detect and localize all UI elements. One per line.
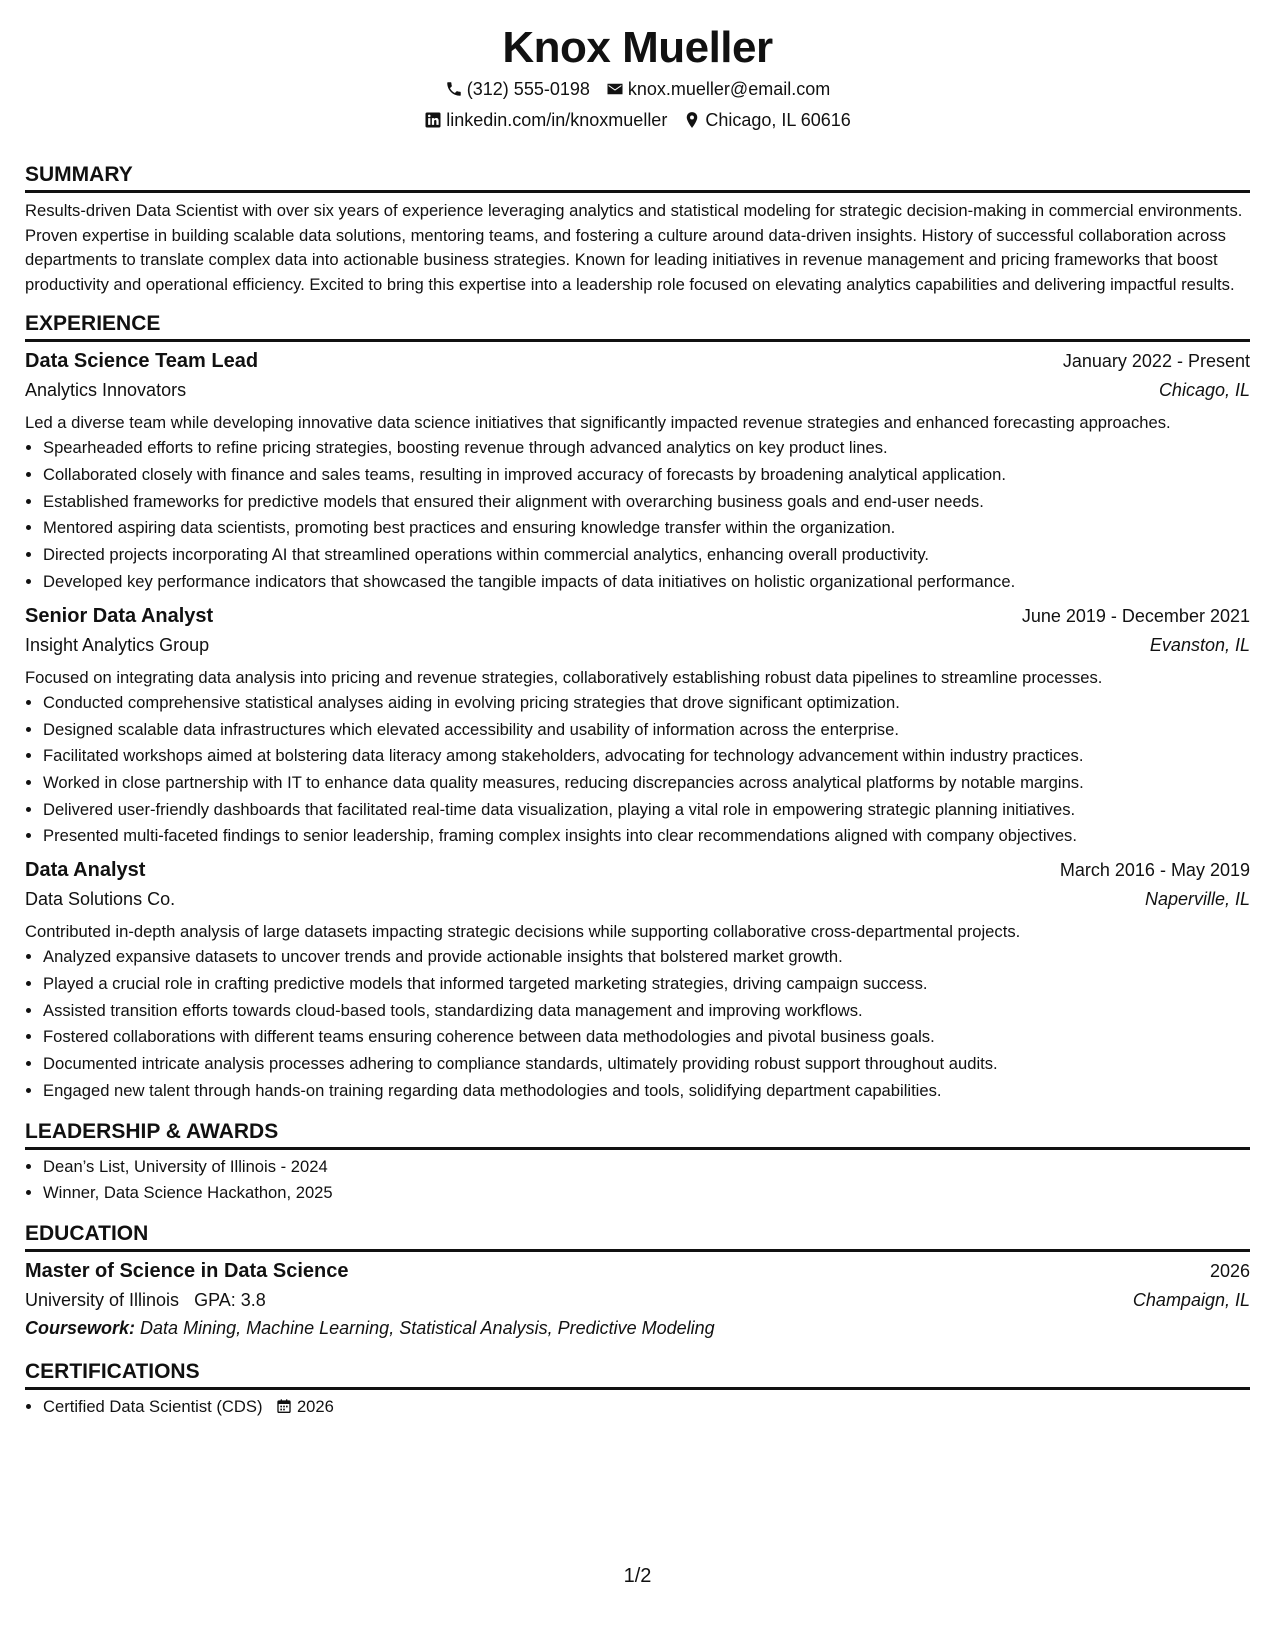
job-company: Insight Analytics Group: [25, 634, 210, 655]
list-item: • Played a crucial role in crafting predictive models that informed targeted marketing strategies, driving campaign success.: [43, 971, 1250, 998]
job-description: Led a diverse team while developing innovative data science initiatives that significantly impacted revenue strategies and enhanced forecasting approaches.: [25, 413, 1171, 432]
certifications-list: [25, 1394, 1250, 1421]
job-dates: January 2022 - Present: [1062, 351, 1250, 371]
degree-year: 2026: [1209, 1260, 1250, 1281]
school-info: [25, 1286, 266, 1314]
list-item: • Analyzed expansive datasets to uncover trends and provide actionable insights that bolstered market growth.: [43, 944, 1250, 971]
job-bullets: [25, 944, 1250, 1104]
list-item: • Designed scalable data infrastructures which elevated accessibility and usability of information across the enterprise.: [43, 717, 1250, 744]
cert-name: Certified Data Scientist (CDS): [43, 1396, 263, 1416]
calendar-icon: [276, 1398, 292, 1414]
list-item: • Directed projects incorporating AI that streamlined operations within commercial analytics, enhancing overall productivity.: [43, 542, 1250, 569]
job-entry: [25, 347, 1250, 596]
job-title: Data Analyst: [25, 859, 146, 882]
school-name: University of Illinois: [25, 1289, 180, 1310]
experience-heading: EXPERIENCE: [25, 311, 1250, 342]
job-location: Evanston, IL: [1149, 634, 1250, 655]
list-item: • Dean’s List, University of Illinois - 2024: [43, 1154, 1250, 1181]
job-dates: June 2019 - December 2021: [1021, 605, 1250, 626]
contact-phone: [445, 78, 590, 100]
job-description: Focused on integrating data analysis into pricing and revenue strategies, collaboratively establishing robust data pipelines to streamline processes.: [25, 667, 1103, 687]
contact-linkedin[interactable]: [424, 109, 667, 131]
list-item: • Developed key performance indicators that showcased the tangible impacts of data initiatives on holistic organizational performance.: [43, 569, 1250, 596]
certifications-heading: CERTIFICATIONS: [25, 1359, 1250, 1390]
education-section: [25, 1221, 1250, 1343]
gpa: GPA: 3.8: [194, 1289, 266, 1310]
job-bullets: [25, 435, 1250, 595]
coursework: [25, 1314, 1250, 1343]
education-header: [25, 1257, 1250, 1286]
list-item: • Worked in close partnership with IT to enhance data quality measures, reducing discrepancies across analytical platforms by notable margins.: [43, 770, 1250, 797]
education-subheader: [25, 1286, 1250, 1314]
phone-icon: [445, 80, 463, 98]
job-title: Senior Data Analyst: [25, 604, 214, 627]
contact-row-1: [25, 78, 1250, 100]
list-item: • Fostered collaborations with different teams ensuring coherence between data methodologies and pivotal business goals.: [43, 1024, 1250, 1051]
leadership-heading: LEADERSHIP & AWARDS: [25, 1119, 1250, 1150]
summary-section: [25, 162, 1250, 297]
coursework-label: Coursework:: [25, 1317, 136, 1338]
page-number: 1/2: [623, 1565, 652, 1587]
job-company: Analytics Innovators: [25, 380, 187, 400]
linkedin-text[interactable]: linkedin.com/in/knoxmueller: [446, 110, 668, 130]
cert-year: 2026: [296, 1396, 334, 1416]
school-location: Champaign, IL: [1132, 1289, 1250, 1310]
linkedin-icon: [424, 111, 442, 129]
list-item: • Established frameworks for predictive models that ensured their alignment with overarching business goals and end-user needs.: [43, 489, 1250, 516]
list-item: [43, 1394, 1250, 1421]
contact-row-2: [25, 109, 1250, 131]
list-item: • Presented multi-faceted findings to senior leadership, framing complex insights into clear recommendations aligned with company objectives.: [43, 823, 1250, 850]
job-title: Data Science Team Lead: [25, 350, 259, 372]
contact-location: [683, 109, 850, 131]
list-item: • Spearheaded efforts to refine pricing strategies, boosting revenue through advanced analytics on key product lines.: [43, 435, 1250, 462]
resume-content: [25, 0, 1250, 1421]
list-item: • Assisted transition efforts towards cloud-based tools, standardizing data management and improving workflows.: [43, 998, 1250, 1025]
experience-section: [25, 311, 1250, 1105]
location-text: Chicago, IL 60616: [705, 110, 851, 130]
job-subheader: [25, 631, 1250, 659]
job-location: Naperville, IL: [1144, 889, 1250, 910]
list-item: • Winner, Data Science Hackathon, 2025: [43, 1180, 1250, 1207]
list-item: • Mentored aspiring data scientists, promoting best practices and ensuring knowledge transfer within the organization.: [43, 515, 1250, 542]
job-bullets: [25, 690, 1250, 850]
job-subheader: [25, 376, 1250, 404]
list-item: • Facilitated workshops aimed at bolstering data literacy among stakeholders, advocating for technology advancement within industry practices.: [43, 743, 1250, 770]
candidate-name: Knox Mueller: [502, 23, 773, 72]
phone-text: (312) 555-0198: [466, 79, 590, 99]
map-pin-icon: [683, 111, 701, 129]
list-item: • Engaged new talent through hands-on training regarding data methodologies and tools, solidifying department capabilities.: [43, 1078, 1250, 1105]
summary-text: Results-driven Data Scientist with over six years of experience leveraging analytics and statistical modeling for strategic decision-making in commercial environments. Proven expertise in building scalable data solutions, mentoring teams, and fostering a culture around data-driven insights. History of successful collaboration across departments to translate complex data into actionable business strategies. Known for leading initiatives in revenue management and pricing frameworks that boost productivity and operational efficiency. Excited to bring this expertise into a leadership role focused on elevating analytics capabilities and delivering impactful results.: [25, 201, 1243, 294]
leadership-section: [25, 1119, 1250, 1207]
degree-name: Master of Science in Data Science: [25, 1259, 349, 1282]
coursework-list: Data Mining, Machine Learning, Statistical Analysis, Predictive Modeling: [140, 1317, 715, 1338]
email-text[interactable]: knox.mueller@email.com: [627, 79, 831, 99]
list-item: • Collaborated closely with finance and sales teams, resulting in improved accuracy of forecasts by broadening analytical application.: [43, 462, 1250, 489]
list-item: • Conducted comprehensive statistical analyses aiding in evolving pricing strategies that drove significant optimization.: [43, 690, 1250, 717]
envelope-icon: [606, 80, 624, 98]
list-item: • Documented intricate analysis processes adhering to compliance standards, ultimately providing robust support throughout audits.: [43, 1051, 1250, 1078]
certifications-section: [25, 1359, 1250, 1421]
job-description: Contributed in-depth analysis of large datasets impacting strategic decisions while supporting collaborative cross-departmental projects.: [25, 922, 1021, 942]
contact-email[interactable]: [606, 78, 830, 100]
leadership-list: [25, 1154, 1250, 1207]
education-heading: EDUCATION: [25, 1221, 1250, 1252]
summary-heading: SUMMARY: [25, 162, 1250, 193]
list-item: • Delivered user-friendly dashboards that facilitated real-time data visualization, playing a vital role in empowering strategic planning initiatives.: [43, 797, 1250, 824]
job-entry: [25, 856, 1250, 1105]
job-header: [25, 856, 1250, 885]
job-company: Data Solutions Co.: [25, 889, 176, 910]
job-subheader: [25, 885, 1250, 913]
job-header: [25, 602, 1250, 631]
job-header: [25, 347, 1250, 376]
job-location: Chicago, IL: [1158, 380, 1250, 400]
job-entry: [25, 602, 1250, 851]
job-dates: March 2016 - May 2019: [1059, 860, 1250, 881]
